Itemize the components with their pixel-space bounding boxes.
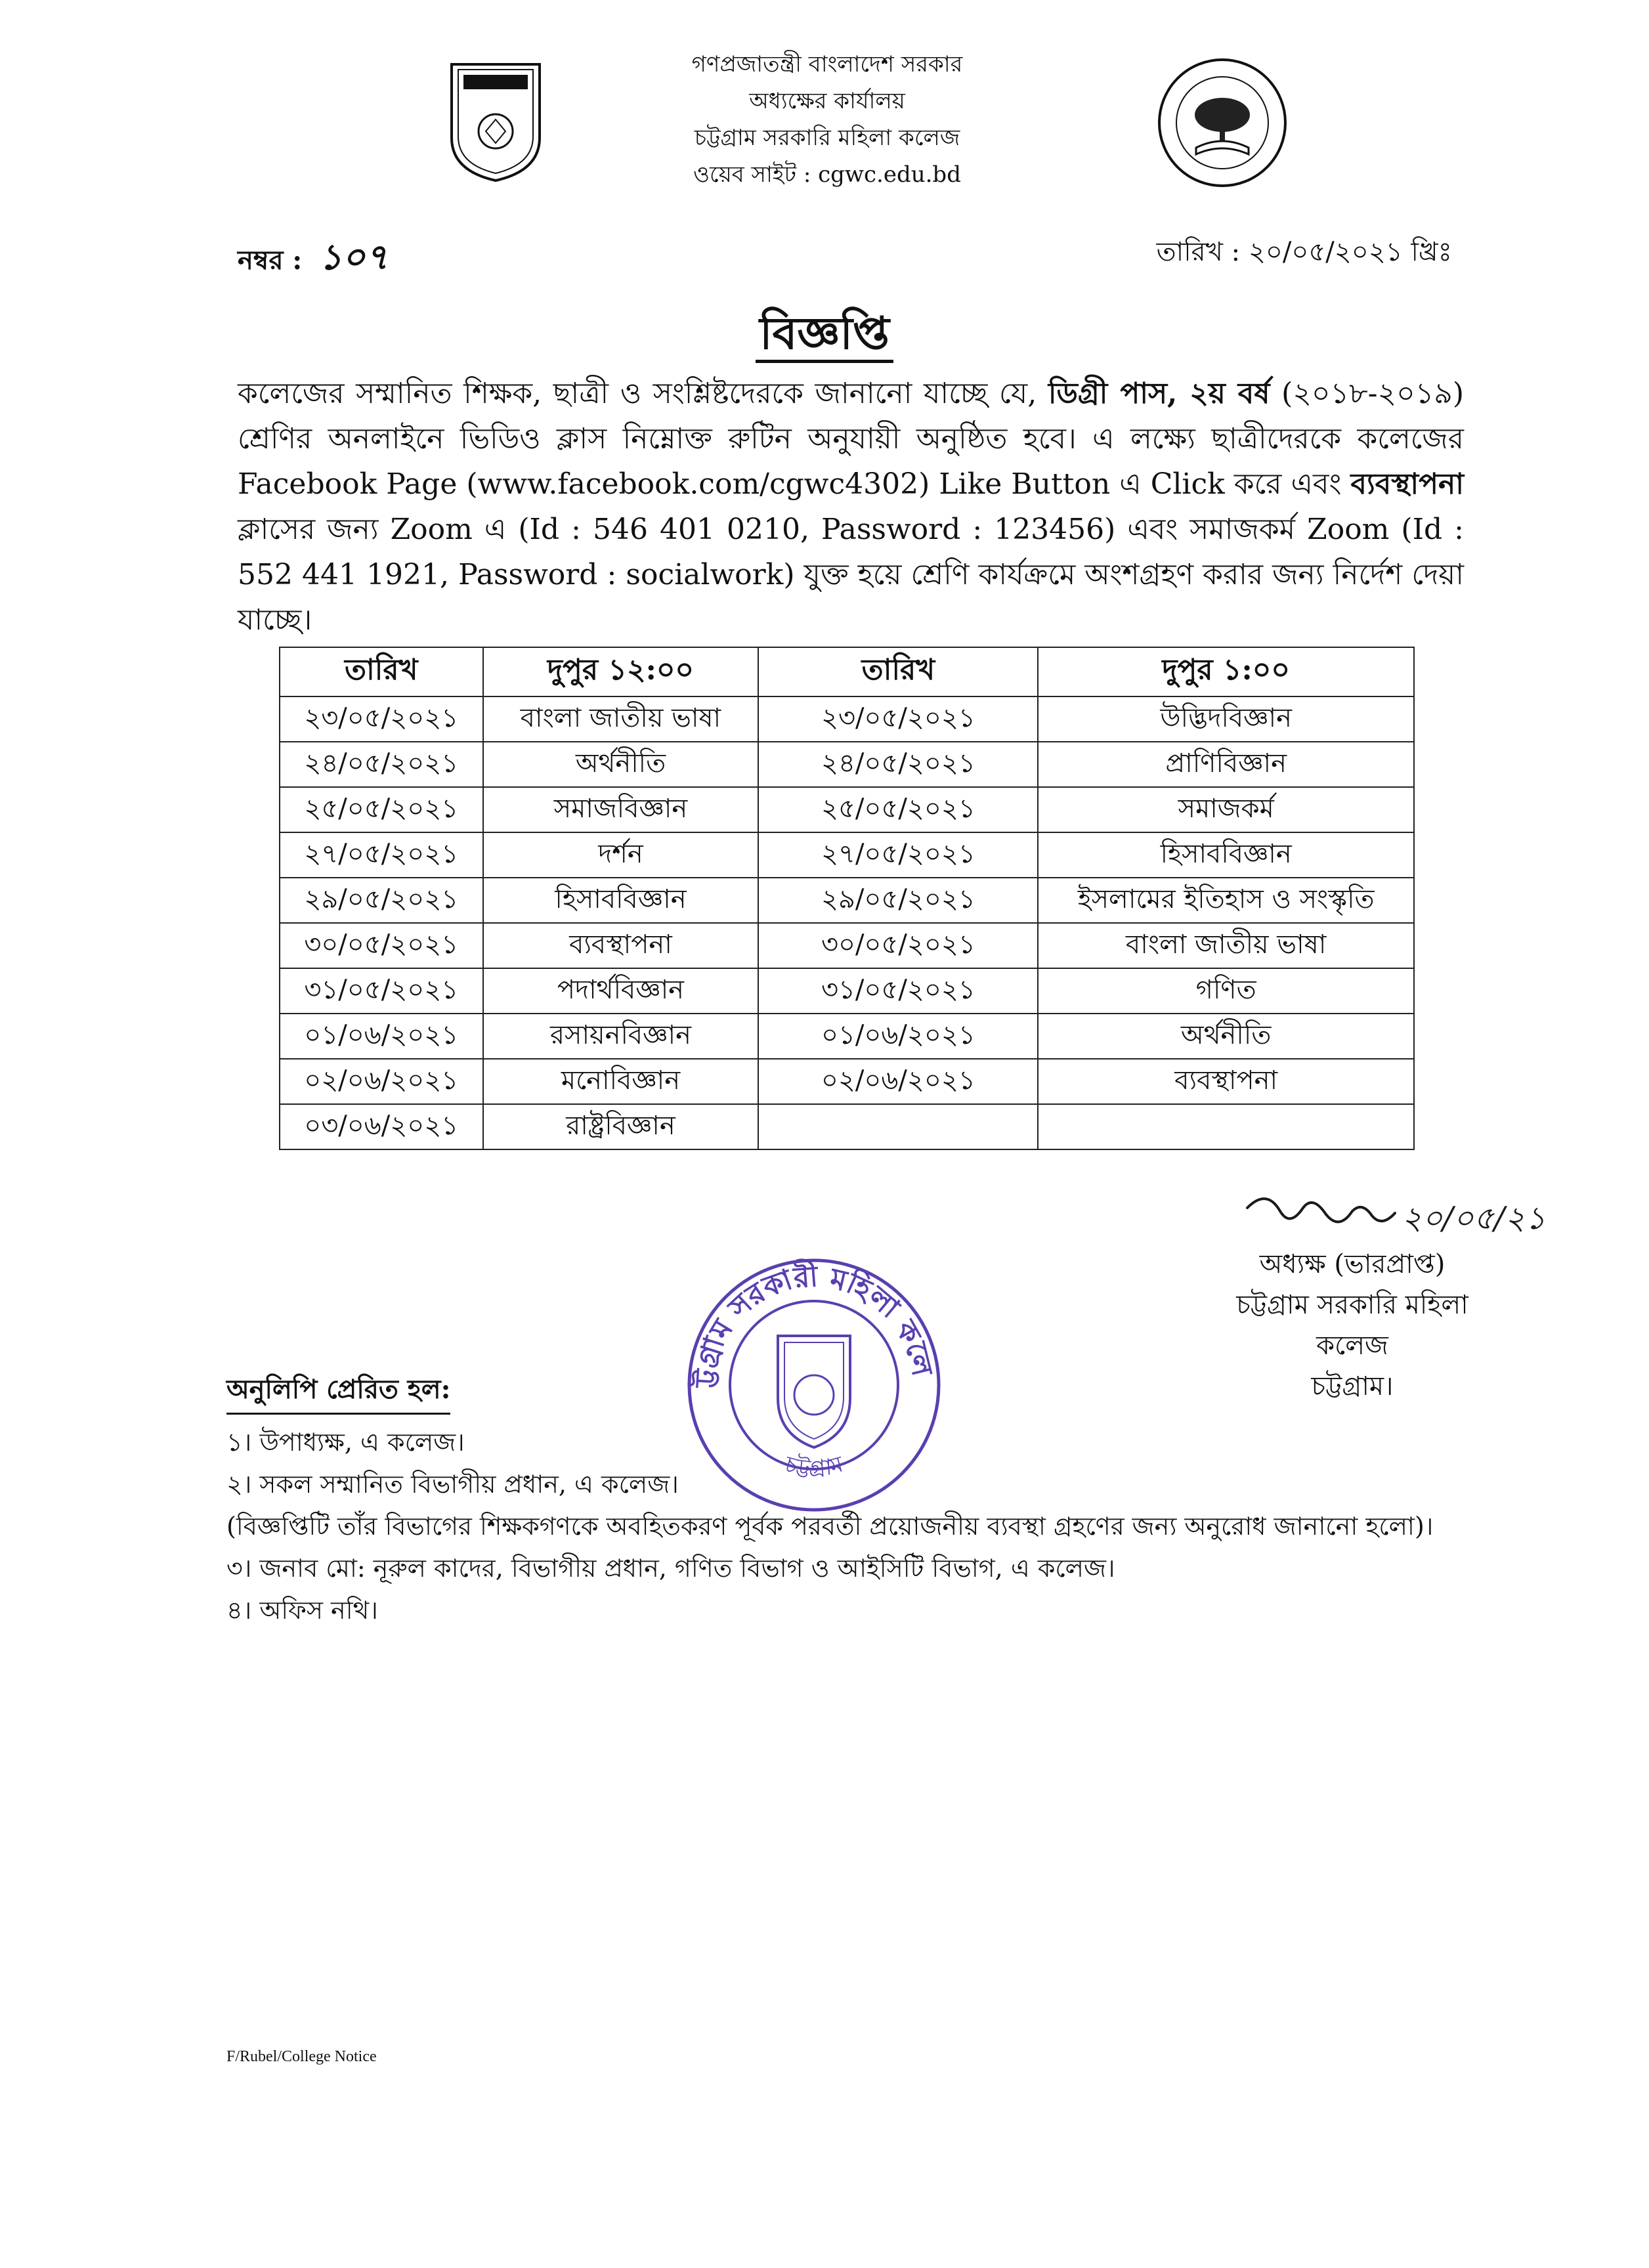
signatory-title: অধ্যক্ষ (ভারপ্রাপ্ত) <box>1259 1249 1446 1279</box>
cell: ২৪/০৫/২০২১ <box>280 742 483 787</box>
table-row <box>280 1104 1414 1149</box>
body-part-3: ক্লাসের জন্য Zoom এ (Id : 546 401 0210, Password : 123456) এবং সমাজকর্ম Zoom (Id : 552 441 1921, Password : socialwork) যুক্ত হয়ে শ্রেণি কার্যক্রমে অংশগ্রহণ করার জন্য নির্দেশ দেয়া যাচ্ছে। <box>238 513 1464 637</box>
cell: ৩০/০৫/২০২১ <box>758 923 1038 968</box>
cell: ০১/০৬/২০২১ <box>758 1014 1038 1059</box>
website: ওয়েব সাইট : cgwc.edu.bd <box>693 161 961 188</box>
cell: ০১/০৬/২০২১ <box>280 1014 483 1059</box>
cell: দর্শন <box>483 832 759 878</box>
notice-body <box>238 371 1464 643</box>
cell: সমাজবিজ্ঞান <box>483 787 759 832</box>
cell: পদার্থবিজ্ঞান <box>483 968 759 1014</box>
cell: হিসাববিজ্ঞান <box>483 878 759 923</box>
college-logo <box>446 59 545 184</box>
cell: উদ্ভিদবিজ্ঞান <box>1038 696 1414 742</box>
list-item: ৪। অফিস নথি। <box>226 1596 378 1625</box>
cell: ০৩/০৬/২০২১ <box>280 1104 483 1149</box>
table-row <box>280 696 1414 742</box>
office-header <box>591 46 1063 193</box>
cell: মনোবিজ্ঞান <box>483 1059 759 1104</box>
signatory-block <box>1214 1244 1490 1407</box>
cell: ০২/০৬/২০২১ <box>280 1059 483 1104</box>
table-row <box>280 742 1414 787</box>
cell: ইসলামের ইতিহাস ও সংস্কৃতি <box>1038 878 1414 923</box>
cell: অর্থনীতি <box>483 742 759 787</box>
list-item: (বিজ্ঞপ্তিটি তাঁর বিভাগের শিক্ষকগণকে অবহিতকরণ পূর্বক পরবর্তী প্রয়োজনীয় ব্যবস্থা গ্রহণের জন্য অনুরোধ জানানো হলো)। <box>226 1512 1434 1541</box>
notice-title: বিজ্ঞপ্তি <box>756 307 893 363</box>
office-name: অধ্যক্ষের কার্যালয় <box>749 88 905 114</box>
cell: ৩১/০৫/২০২১ <box>758 968 1038 1014</box>
cell <box>1038 1104 1414 1149</box>
cell: ২৫/০৫/২০২১ <box>280 787 483 832</box>
list-item: ১। উপাধ্যক্ষ, এ কলেজ। <box>226 1428 465 1457</box>
body-bold-1: ডিগ্রী পাস, ২য় বর্ষ <box>1048 377 1270 410</box>
header-one-pm: দুপুর ১:০০ <box>1038 647 1414 696</box>
handwritten-signature <box>1241 1182 1582 1254</box>
cell: হিসাববিজ্ঞান <box>1038 832 1414 878</box>
memo-value: ১০৭ <box>319 236 389 278</box>
cell: গণিত <box>1038 968 1414 1014</box>
header-noon: দুপুর ১২:০০ <box>483 647 759 696</box>
memo-label: নম্বর : <box>238 245 303 276</box>
table-row <box>280 878 1414 923</box>
copy-to-title: অনুলিপি প্রেরিত হল: <box>226 1369 450 1415</box>
table-header-row <box>280 647 1414 696</box>
body-part-1: কলেজের সম্মানিত শিক্ষক, ছাত্রী ও সংশ্লিষ্টদেরকে জানানো যাচ্ছে যে, <box>238 377 1048 410</box>
body-bold-2: ব্যবস্থাপনা <box>1350 467 1464 501</box>
notice-date: তারিখ : ২০/০৫/২০২১ খ্রিঃ <box>1156 237 1452 267</box>
notice-title-wrap <box>0 299 1649 374</box>
cell: প্রাণিবিজ্ঞান <box>1038 742 1414 787</box>
cell: সমাজকর্ম <box>1038 787 1414 832</box>
table-row <box>280 787 1414 832</box>
class-routine-table <box>279 647 1415 1150</box>
cell: ২৭/০৫/২০২১ <box>758 832 1038 878</box>
svg-text:চট্টগ্রাম সরকারী মহিলা কলেজ <box>683 1254 939 1390</box>
header-date-1: তারিখ <box>280 647 483 696</box>
list-item: ২। সকল সম্মানিত বিভাগীয় প্রধান, এ কলেজ। <box>226 1470 679 1499</box>
list-item: ৩। জনাব মো: নূরুল কাদের, বিভাগীয় প্রধান, গণিত বিভাগ ও আইসিটি বিভাগ, এ কলেজ। <box>226 1554 1115 1583</box>
seal-text-bottom: চট্টগ্রাম <box>782 1451 846 1482</box>
copy-to-list <box>226 1421 1474 1631</box>
college-name: চট্টগ্রাম সরকারি মহিলা কলেজ <box>694 125 960 151</box>
footer-reference: F/Rubel/College Notice <box>226 2048 377 2065</box>
cell: ব্যবস্থাপনা <box>1038 1059 1414 1104</box>
memo-number <box>238 230 388 289</box>
cell: ৩০/০৫/২০২১ <box>280 923 483 968</box>
cell: অর্থনীতি <box>1038 1014 1414 1059</box>
cell: ০২/০৬/২০২১ <box>758 1059 1038 1104</box>
govt-name: গণপ্রজাতন্ত্রী বাংলাদেশ সরকার <box>691 51 963 77</box>
cell: ২৪/০৫/২০২১ <box>758 742 1038 787</box>
signatory-college: চট্টগ্রাম সরকারি মহিলা কলেজ <box>1236 1290 1468 1361</box>
cell: ২৩/০৫/২০২১ <box>280 696 483 742</box>
cell: বাংলা জাতীয় ভাষা <box>1038 923 1414 968</box>
cell: ২৯/০৫/২০২১ <box>758 878 1038 923</box>
cell: ২৯/০৫/২০২১ <box>280 878 483 923</box>
cell: ২৭/০৫/২০২১ <box>280 832 483 878</box>
cell: ব্যবস্থাপনা <box>483 923 759 968</box>
cell: ২৫/০৫/২০২১ <box>758 787 1038 832</box>
cell: বাংলা জাতীয় ভাষা <box>483 696 759 742</box>
table-row <box>280 1059 1414 1104</box>
signature-date: ২০/০৫/২১ <box>1402 1200 1546 1237</box>
cell <box>758 1104 1038 1149</box>
table-row <box>280 923 1414 968</box>
cell: ৩১/০৫/২০২১ <box>280 968 483 1014</box>
table-row <box>280 1014 1414 1059</box>
slogan-logo <box>1155 56 1290 190</box>
cell: রসায়নবিজ্ঞান <box>483 1014 759 1059</box>
table-row <box>280 832 1414 878</box>
body-part-2: (২০১৮-২০১৯) শ্রেণির অনলাইনে ভিডিও ক্লাস নিম্নোক্ত রুটিন অনুযায়ী অনুষ্ঠিত হবে। এ লক্ষ্যে ছাত্রীদেরকে কলেজের Facebook Page (www.facebook.com/cgwc4302) Like Button এ Click করে এবং <box>238 377 1464 501</box>
header-date-2: তারিখ <box>758 647 1038 696</box>
cell: রাষ্ট্রবিজ্ঞান <box>483 1104 759 1149</box>
signatory-city: চট্টগ্রাম। <box>1311 1371 1394 1401</box>
table-row <box>280 968 1414 1014</box>
seal-text-top: ট্টগ্রাম সরকারী মহিলা কলে <box>689 1260 939 1389</box>
cell: ২৩/০৫/২০২১ <box>758 696 1038 742</box>
